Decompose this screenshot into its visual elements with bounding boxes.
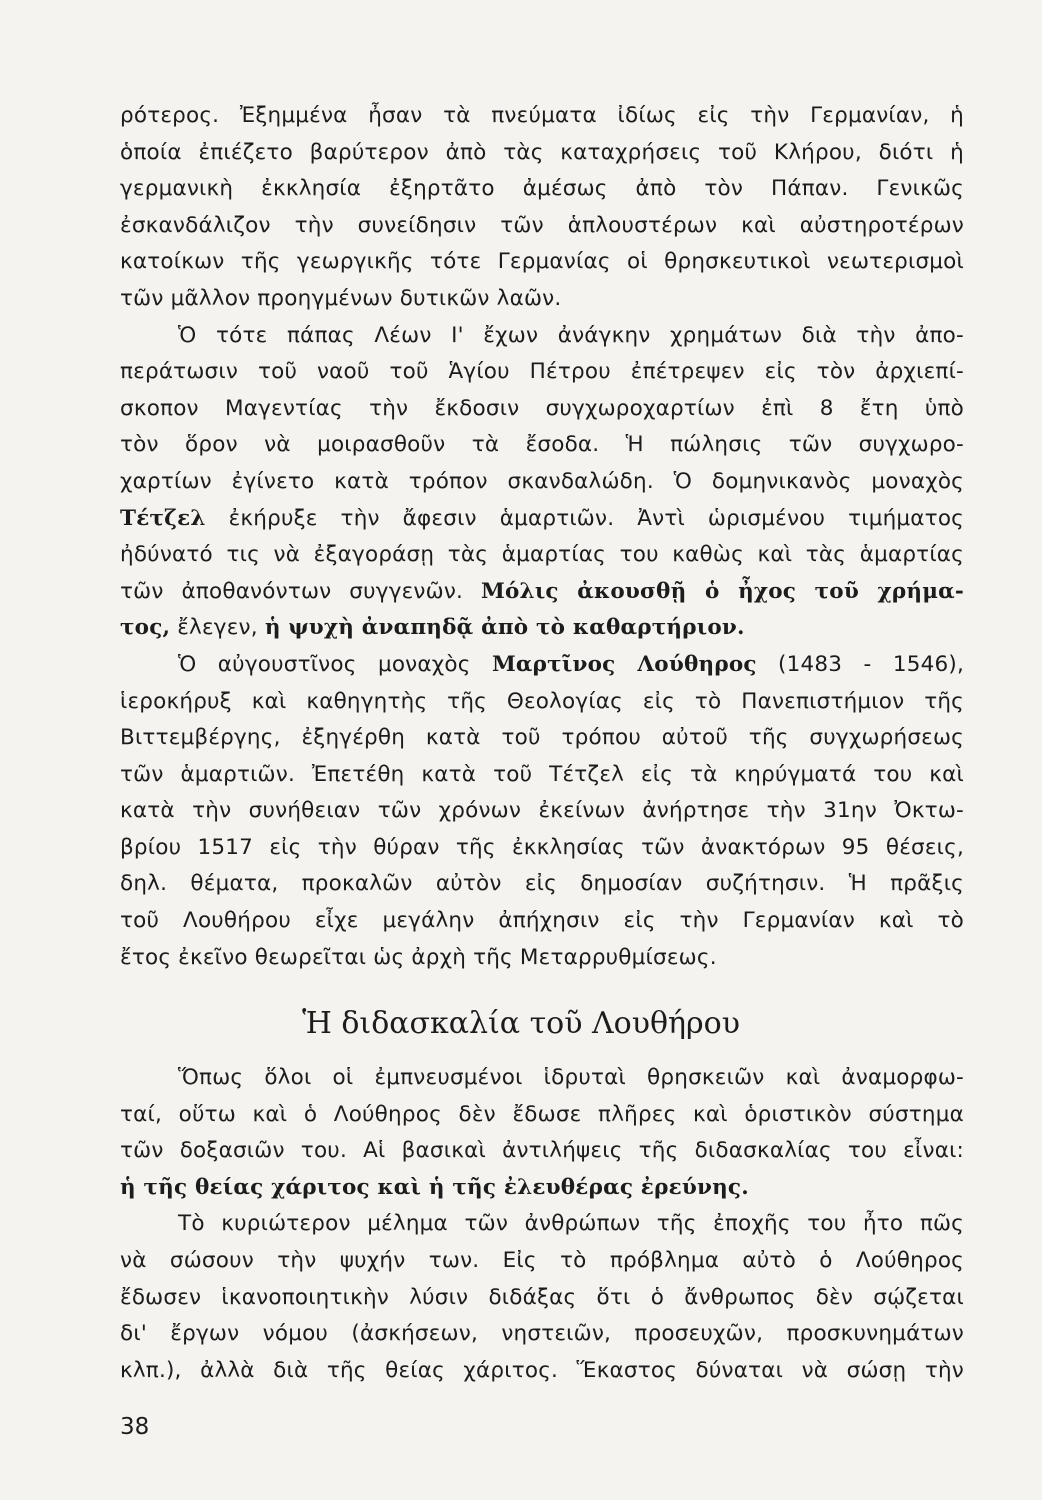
text-run: βρίου 1517 εἰς τὴν θύραν τῆς ἐκκλησίας τῶν ἀνακτόρων 95 θέσεις, (120, 834, 964, 860)
text-run: νὰ σώσουν τὴν ψυχήν των. Εἰς τὸ πρόβλημα αὐτὸ ὁ Λούθηρος (120, 1247, 964, 1273)
text-run: δι' ἔργων νόμου (ἀσκήσεων, νηστειῶν, προσευχῶν, προσκυνημάτων (120, 1321, 964, 1347)
bold-text: Μαρτῖνος Λούθηρος (491, 651, 757, 677)
text-run: ταί, οὕτω καὶ ὁ Λούθηρος δὲν ἔδωσε πλῆρες καὶ ὁριστικὸν σύστημα (120, 1101, 964, 1127)
text-line (120, 574, 964, 611)
text-line (120, 427, 964, 464)
text-run: ὁποία ἐπιέζετο βαρύτερον ἀπὸ τὰς καταχρήσεις τοῦ Κλήρου, διότι ἡ (120, 139, 964, 165)
text-line (120, 501, 964, 538)
text-run: κατὰ τὴν συνήθειαν τῶν χρόνων ἐκείνων ἀνήρτησε τὴν 31ην Ὀκτω- (120, 798, 964, 824)
text-line (120, 1133, 964, 1170)
text-block-luther-teaching (120, 1060, 964, 1389)
text-line (120, 1353, 964, 1390)
text-run: Ὅπως ὅλοι οἱ ἐμπνευσμένοι ἱδρυταὶ θρησκειῶν καὶ ἀναμορφω- (178, 1065, 964, 1090)
text-run: δηλ. θέματα, προκαλῶν αὐτὸν εἰς δημοσίαν συζήτησιν. Ἡ πρᾶξις (120, 871, 964, 897)
text-line (120, 793, 964, 830)
text-run: ἐκήρυξε τὴν ἄφεσιν ἁμαρτιῶν. Ἀντὶ ὡρισμένου τιμήματος (205, 505, 964, 531)
text-run: τῶν δοξασιῶν του. Αἱ βασικαὶ ἀντιλήψεις τῆς διδασκαλίας του εἶναι: (120, 1138, 964, 1164)
text-run: κατοίκων τῆς γεωργικῆς τότε Γερμανίας οἱ θρησκευτικοὶ νεωτερισμοὶ (120, 249, 964, 275)
text-line (120, 610, 964, 647)
text-line (120, 98, 964, 135)
text-line (120, 1060, 964, 1097)
text-run: ἠδύνατό τις νὰ ἐξαγοράσῃ τὰς ἁμαρτίας του καθὼς καὶ τὰς ἁμαρτίας (120, 542, 964, 568)
bold-text: Τέτζελ (120, 505, 206, 531)
text-line (120, 1243, 964, 1280)
text-line (120, 391, 964, 428)
text-line (120, 1316, 964, 1353)
text-run: Τὸ κυριώτερον μέλημα τῶν ἀνθρώπων τῆς ἐποχῆς του ἦτο πῶς (178, 1211, 964, 1237)
text-run: Ὁ τότε πάπας Λέων Ι' ἔχων ἀνάγκην χρημάτων διὰ τὴν ἀπο- (178, 322, 964, 348)
text-line (120, 1170, 964, 1207)
text-run: περάτωσιν τοῦ ναοῦ τοῦ Ἁγίου Πέτρου ἐπέτρεψεν εἰς τὸν ἀρχιεπί- (120, 359, 964, 385)
text-line (120, 244, 964, 281)
text-run: ἐσκανδάλιζον τὴν συνείδησιν τῶν ἁπλουστέρων καὶ αὐστηροτέρων (120, 212, 964, 238)
text-line (120, 354, 964, 391)
text-line (120, 1280, 964, 1317)
text-run: χαρτίων ἐγίνετο κατὰ τρόπον σκανδαλώδη. Ὁ δομηνικανὸς μοναχὸς (120, 468, 964, 494)
bold-text: ἡ τῆς θείας χάριτος καὶ ἡ τῆς ἐλευθέρας ἐρεύνης. (120, 1174, 749, 1200)
text-line (120, 903, 964, 940)
page-number: 38 (120, 1414, 150, 1440)
text-line (120, 318, 964, 355)
text-run: ἱεροκήρυξ καὶ καθηγητὴς τῆς Θεολογίας εἰς τὸ Πανεπιστήμιον τῆς (120, 688, 964, 714)
text-run: ἔτος ἐκεῖνο θεωρεῖται ὡς ἀρχὴ τῆς Μεταρρυθμίσεως. (120, 944, 717, 970)
text-run: ρότερος. Ἐξημμένα ἦσαν τὰ πνεύματα ἰδίως εἰς τὴν Γερμανίαν, ἡ (120, 103, 964, 128)
bold-text: ἡ ψυχὴ ἀναπηδᾷ ἀπὸ τὸ καθαρτήριον. (264, 615, 745, 641)
text-run: τοῦ Λουθήρου εἶχε μεγάλην ἀπήχησιν εἰς τὴν Γερμανίαν καὶ τὸ (120, 908, 964, 934)
text-line (120, 464, 964, 501)
text-run: τὸν ὅρον νὰ μοιρασθοῦν τὰ ἔσοδα. Ἡ πώλησις τῶν συγχωρο- (120, 432, 964, 458)
text-line (120, 1206, 964, 1243)
text-line (120, 647, 964, 684)
text-run: ἔδωσεν ἱκανοποιητικὴν λύσιν διδάξας ὅτι ὁ ἄνθρωπος δὲν σῴζεται (120, 1284, 964, 1310)
text-line (120, 757, 964, 794)
text-line (120, 135, 964, 172)
text-run: τῶν ἁμαρτιῶν. Ἐπετέθη κατὰ τοῦ Τέτζελ εἰς τὰ κηρύγματά του καὶ (120, 761, 964, 787)
text-line (120, 684, 964, 721)
text-line (120, 830, 964, 867)
text-line (120, 281, 964, 318)
text-block-reformation (120, 98, 964, 976)
text-run: σκοπον Μαγεντίας τὴν ἔκδοσιν συγχωροχαρτίων ἐπὶ 8 ἔτη ὑπὸ (120, 395, 964, 421)
text-run: κλπ.), ἀλλὰ διὰ τῆς θείας χάριτος. Ἕκαστος δύναται νὰ σώσῃ τὴν (120, 1357, 964, 1383)
text-run: Ὁ αὐγουστῖνος μοναχὸς (178, 651, 492, 677)
text-line (120, 1097, 964, 1134)
section-heading: Ἡ διδασκαλία τοῦ Λουθήρου (302, 1006, 740, 1041)
text-line (120, 720, 964, 757)
text-run: ἔλεγεν, (170, 615, 265, 641)
text-run: (1483 - 1546), (756, 651, 964, 677)
bold-text: Μόλις ἀκουσθῇ ὁ ἦχος τοῦ χρήμα- (481, 578, 965, 604)
text-line (120, 208, 964, 245)
text-run: τῶν μᾶλλον προηγμένων δυτικῶν λαῶν. (120, 285, 562, 311)
text-run: τῶν ἀποθανόντων συγγενῶν. (120, 578, 482, 604)
text-line (120, 537, 964, 574)
text-run: Βιττεμβέργης, ἐξηγέρθη κατὰ τοῦ τρόπου αὐτοῦ τῆς συγχωρήσεως (120, 725, 964, 751)
text-line (120, 171, 964, 208)
bold-text: τος, (120, 615, 171, 641)
text-line (120, 940, 964, 977)
text-run: γερμανικὴ ἐκκλησία ἐξηρτᾶτο ἀμέσως ἀπὸ τὸν Πάπαν. Γενικῶς (120, 176, 964, 202)
text-line (120, 866, 964, 903)
